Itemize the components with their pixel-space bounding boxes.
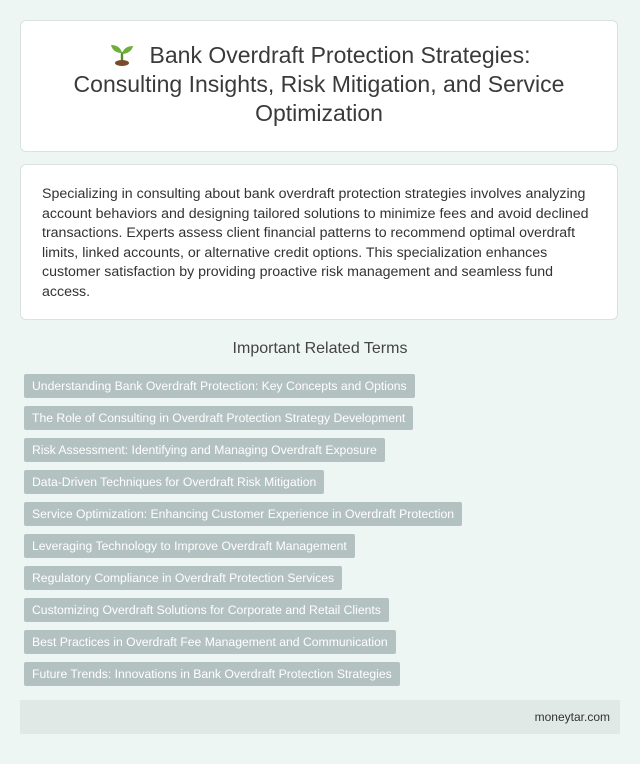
related-term-tag[interactable]: Understanding Bank Overdraft Protection: Key Concepts and Options [24,374,415,398]
description-text: Specializing in consulting about bank overdraft protection strategies involves analyzing account behaviors and designing tailored solutions to minimize fees and avoid declined transactions. Experts assess client financial patterns to recommend optimal overdraft limits, linked accounts, or alternative credit options. This specialization enhances customer satisfaction by providing proactive risk management and seamless fund access. [42,186,589,300]
footer-site-link[interactable]: moneytar.com [534,710,610,724]
description-card [20,164,618,320]
page-title-text: Bank Overdraft Protection Strategies: Consulting Insights, Risk Mitigation, and Service Optimization [73,42,565,126]
related-term-tag[interactable]: Data-Driven Techniques for Overdraft Risk Mitigation [24,470,324,494]
sprout-icon [108,42,136,66]
related-term-tag[interactable]: Future Trends: Innovations in Bank Overdraft Protection Strategies [24,662,400,686]
related-term-tag[interactable]: Risk Assessment: Identifying and Managing Overdraft Exposure [24,438,385,462]
related-term-tag[interactable]: Customizing Overdraft Solutions for Corporate and Retail Clients [24,598,389,622]
related-terms-heading: Important Related Terms [232,340,408,357]
related-term-tag[interactable]: Service Optimization: Enhancing Customer Experience in Overdraft Protection [24,502,462,526]
related-term-tag[interactable]: Leveraging Technology to Improve Overdraft Management [24,534,355,558]
related-term-tag[interactable]: The Role of Consulting in Overdraft Protection Strategy Development [24,406,413,430]
related-term-tag[interactable]: Regulatory Compliance in Overdraft Protection Services [24,566,342,590]
title-card [20,20,618,152]
related-term-tag[interactable]: Best Practices in Overdraft Fee Management and Communication [24,630,396,654]
page-title [61,41,577,128]
footer-bar [20,700,620,734]
